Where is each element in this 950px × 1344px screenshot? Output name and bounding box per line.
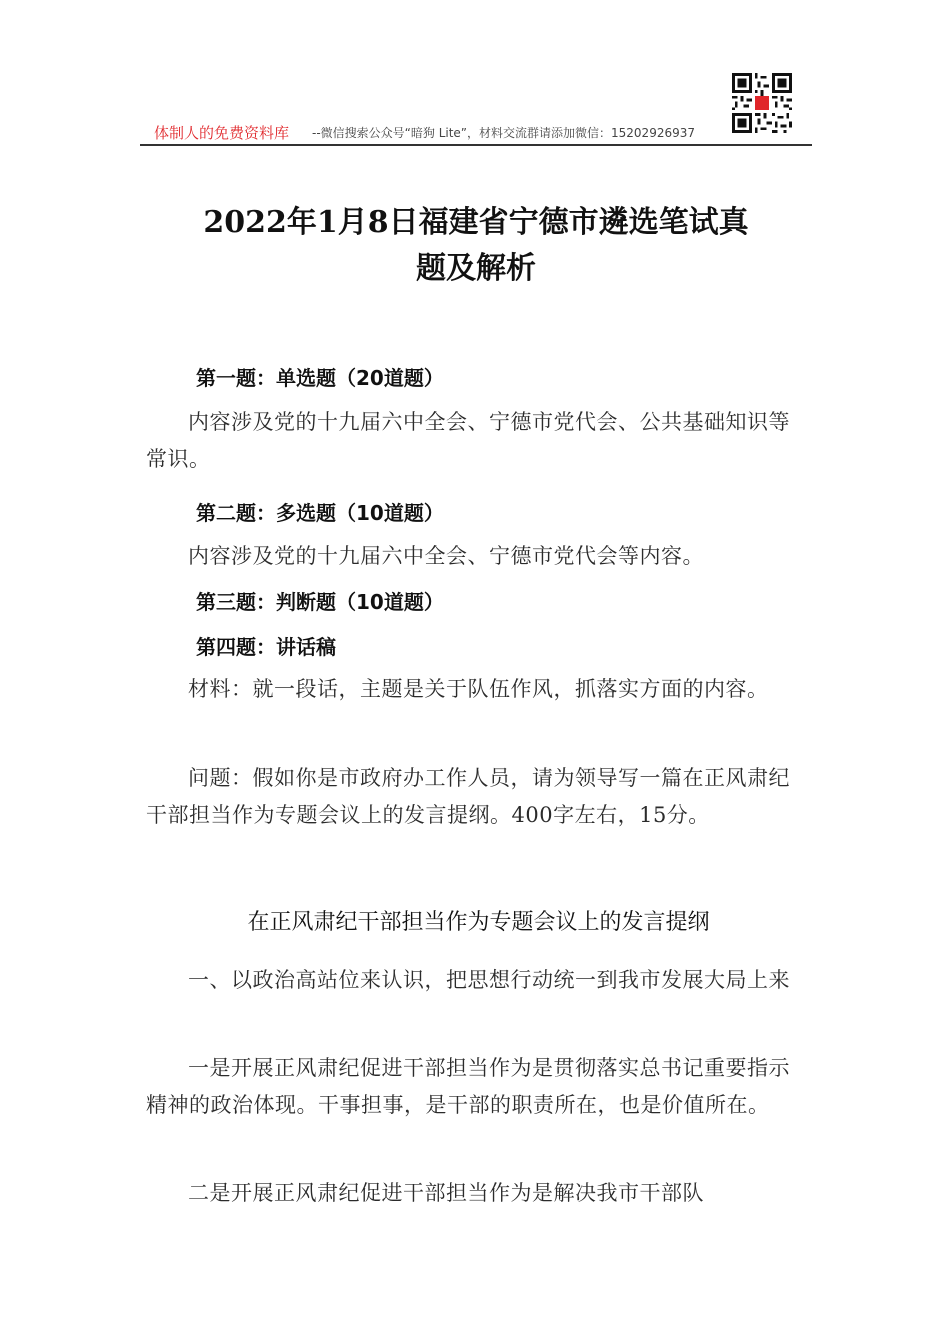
essay-point-1: 一、以政治高站位来认识，把思想行动统一到我市发展大局上来 [188, 968, 790, 992]
page-header [140, 118, 812, 144]
q2-text: 内容涉及党的十九届六中全会、宁德市党代会等内容。 [188, 544, 704, 568]
q2-heading: 第二题：多选题（10道题） [196, 501, 444, 525]
page-title [140, 200, 812, 292]
header-brand: 体制人的免费资料库 [154, 124, 290, 142]
essay-paragraph-2: 二是开展正风肃纪促进干部担当作为是解决我市干部队 [188, 1181, 704, 1205]
material-text: 材料：就一段话，主题是关于队伍作风，抓落实方面的内容。 [188, 677, 769, 701]
q4-heading: 第四题：讲话稿 [196, 635, 336, 659]
qr-code-icon [732, 73, 792, 133]
header-divider [140, 144, 812, 146]
q1-text: 内容涉及党的十九届六中全会、宁德市党代会、公共基础知识等常识。 [146, 410, 790, 471]
essay-paragraph-1: 一是开展正风肃纪促进干部担当作为是贯彻落实总书记重要指示精神的政治体现。干事担事，是干部的职责所在，也是价值所在。 [146, 1056, 790, 1117]
essay-subtitle: 在正风肃纪干部担当作为专题会议上的发言提纲 [247, 910, 710, 935]
q3-heading: 第三题：判断题（10道题） [196, 590, 444, 614]
header-info: --微信搜索公众号“暗狗 Lite”，材料交流群请添加微信：15202926937 [312, 126, 695, 140]
title-line-2: 题及解析 [416, 251, 536, 286]
question-text: 问题：假如你是市政府办工作人员，请为领导写一篇在正风肃纪干部担当作为专题会议上的发言提纲。400字左右，15分。 [146, 766, 790, 827]
q1-heading: 第一题：单选题（20道题） [196, 366, 444, 390]
title-line-1: 2022年1月8日福建省宁德市遴选笔试真 [203, 205, 749, 240]
